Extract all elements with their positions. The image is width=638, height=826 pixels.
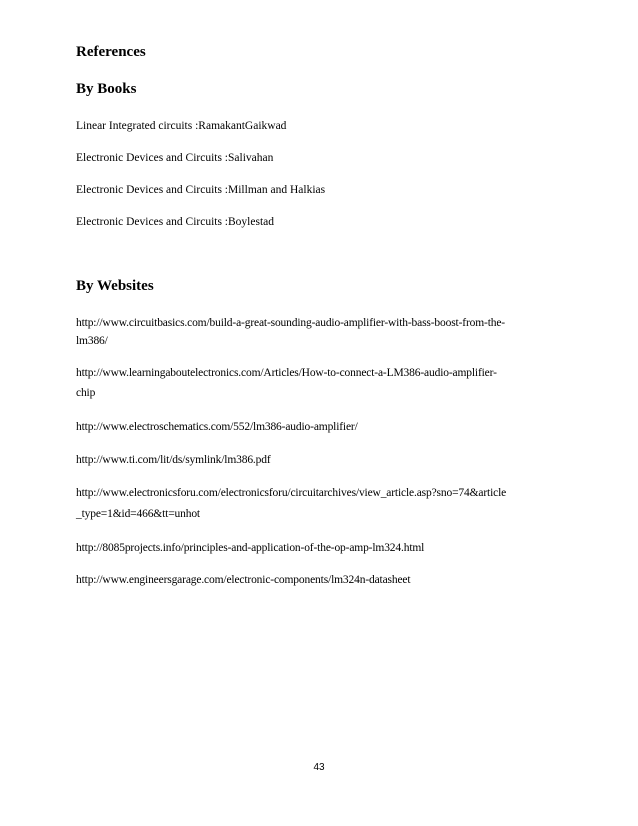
website-reference-2-line-2: chip (76, 387, 96, 399)
website-reference-5-line-1: http://www.electronicsforu.com/electronicsforu/circuitarchives/view_article.asp?sno=74&article (76, 487, 507, 499)
book-reference-4: Electronic Devices and Circuits :Boylestad (76, 216, 274, 228)
website-reference-5-line-2: _type=1&id=466&tt=unhot (76, 508, 200, 520)
book-reference-2: Electronic Devices and Circuits :Salivahan (76, 152, 274, 164)
website-reference-1-line-2: lm386/ (76, 335, 108, 347)
website-reference-1-line-1: http://www.circuitbasics.com/build-a-great-sounding-audio-amplifier-with-bass-boost-from-the- (76, 317, 505, 329)
website-reference-7: http://www.engineersgarage.com/electronic-components/lm324n-datasheet (76, 574, 411, 586)
website-reference-3: http://www.electroschematics.com/552/lm386-audio-amplifier/ (76, 421, 358, 433)
book-reference-1: Linear Integrated circuits :RamakantGaikwad (76, 120, 287, 132)
website-reference-2-line-1: http://www.learningaboutelectronics.com/Articles/How-to-connect-a-LM386-audio-amplifier- (76, 367, 497, 379)
website-reference-4: http://www.ti.com/lit/ds/symlink/lm386.pdf (76, 454, 271, 466)
books-heading: By Books (76, 81, 137, 97)
website-reference-6: http://8085projects.info/principles-and-application-of-the-op-amp-lm324.html (76, 542, 425, 554)
page-number: 43 (313, 762, 325, 773)
references-heading: References (76, 44, 146, 60)
websites-heading: By Websites (76, 278, 154, 294)
book-reference-3: Electronic Devices and Circuits :Millman and Halkias (76, 184, 326, 196)
